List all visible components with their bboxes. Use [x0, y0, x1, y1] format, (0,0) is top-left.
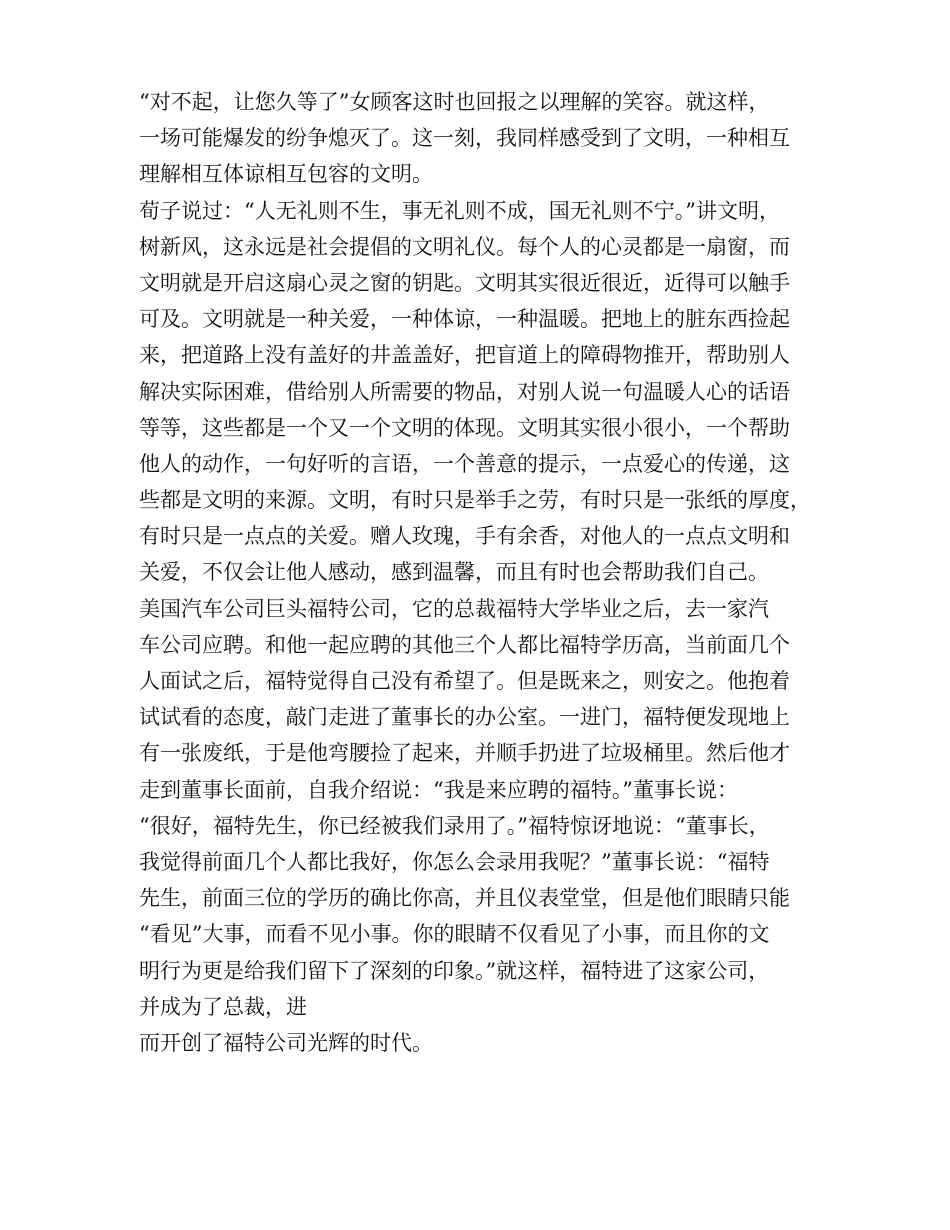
text-line: 荀子说过：“人无礼则不生，事无礼则不成，国无礼则不宁。”讲文明， — [139, 198, 780, 223]
text-line: 有时只是一点点的关爱。赠人玫瑰，手有余香，对他人的一点点文明和 — [139, 524, 790, 549]
body-text — [139, 84, 839, 1061]
text-line: 美国汽车公司巨头福特公司，它的总裁福特大学毕业之后，去一家汽 — [139, 596, 769, 621]
text-line: “对不起，让您久等了”女顾客这时也回报之以理解的笑容。就这样， — [139, 90, 770, 114]
text-line: 他人的动作，一句好听的言语，一个善意的提示，一点爱心的传递，这 — [139, 451, 790, 476]
text-line: 试试看的态度，敲门走进了董事长的办公室。一进门，福特便发现地上 — [139, 705, 790, 730]
text-line: 车公司应聘。和他一起应聘的其他三个人都比福特学历高，当前面几个 — [139, 632, 790, 657]
text-line: 文明就是开启这扇心灵之窗的钥匙。文明其实很近很近，近得可以触手 — [139, 270, 790, 295]
text-line: 树新风，这永远是社会提倡的文明礼仪。每个人的心灵都是一扇窗，而 — [139, 234, 790, 259]
text-line: “很好，福特先生，你已经被我们录用了。”福特惊讶地说：“董事长， — [139, 813, 770, 838]
text-line: 走到董事长面前，自我介绍说：“我是来应聘的福特。”董事长说： — [139, 777, 738, 802]
text-line: 有一张废纸，于是他弯腰捡了起来，并顺手扔进了垃圾桶里。然后他才 — [139, 741, 790, 766]
text-line: 解决实际困难，借给别人所需要的物品，对别人说一句温暖人心的话语 — [139, 379, 790, 404]
text-line: 并成为了总裁，进 — [139, 994, 307, 1019]
text-line: 来，把道路上没有盖好的井盖盖好，把盲道上的障碍物推开，帮助别人 — [139, 343, 790, 368]
text-line: 关爱，不仅会让他人感动，感到温馨，而且有时也会帮助我们自己。 — [139, 560, 769, 585]
text-line: “看见”大事，而看不见小事。你的眼睛不仅看见了小事，而且你的文 — [139, 922, 770, 947]
text-line: 明行为更是给我们留下了深刻的印象。”就这样，福特进了这家公司， — [139, 958, 770, 983]
text-line: 等等，这些都是一个又一个文明的体现。文明其实很小很小，一个帮助 — [139, 415, 790, 440]
text-line: 理解相互体谅相互包容的文明。 — [139, 162, 433, 187]
text-line: 人面试之后，福特觉得自己没有希望了。但是既来之，则安之。他抱着 — [139, 669, 790, 693]
text-line: 先生，前面三位的学历的确比你高，并且仪表堂堂，但是他们眼睛只能 — [139, 886, 790, 911]
text-line: 些都是文明的来源。文明，有时只是举手之劳，有时只是一张纸的厚度， — [139, 488, 811, 513]
text-line: 一场可能爆发的纷争熄灭了。这一刻，我同样感受到了文明，一种相互 — [139, 126, 790, 151]
text-line: 我觉得前面几个人都比我好，你怎么会录用我呢？”董事长说：“福特 — [139, 849, 770, 874]
text-line: 而开创了福特公司光辉的时代。 — [139, 1030, 433, 1055]
text-line: 可及。文明就是一种关爱，一种体谅，一种温暖。把地上的脏东西捡起 — [139, 307, 790, 332]
